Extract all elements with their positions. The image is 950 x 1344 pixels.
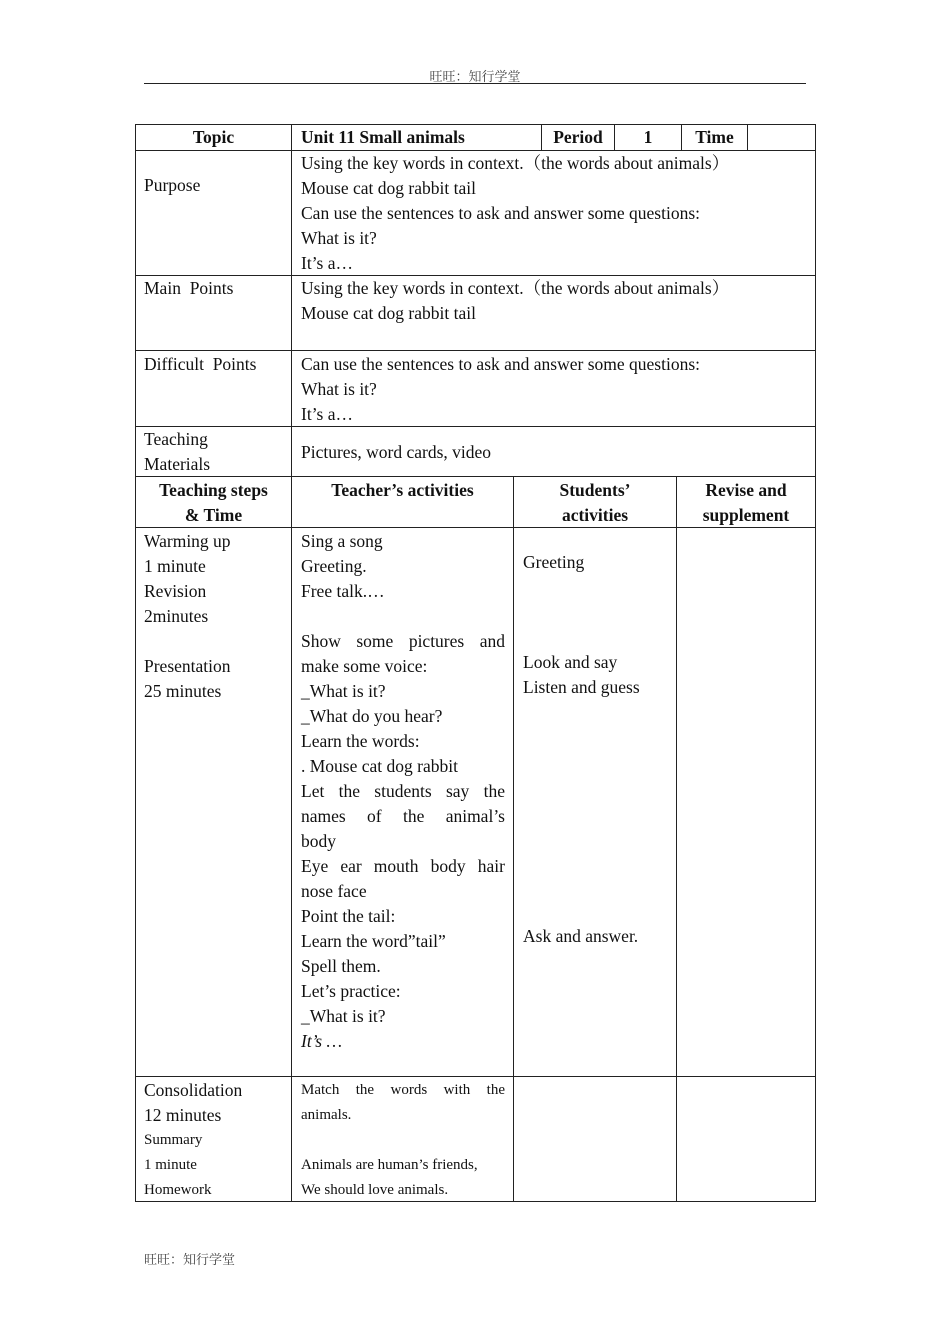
steps-header-col4: Revise and <box>705 480 787 500</box>
teacher-activity: _What is it? <box>301 1006 386 1026</box>
teacher-activity: Point the tail: <box>301 906 396 926</box>
time-label: Time <box>695 127 734 147</box>
step-time: 25 minutes <box>144 681 222 701</box>
difficult-points-label: Difficult Points <box>144 354 257 374</box>
purpose-line: It’s a… <box>301 253 354 273</box>
teacher-activity: . Mouse cat dog rabbit <box>301 756 458 776</box>
consolidation-teacher: animals. <box>301 1107 352 1123</box>
teacher-activity: Greeting. <box>301 556 367 576</box>
consolidation-teacher-line: Match the words with the <box>301 1082 505 1098</box>
period-value: 1 <box>643 127 653 147</box>
teacher-activity-line: Let the students say the <box>301 781 505 801</box>
consolidation-time: 12 minutes <box>144 1105 222 1125</box>
table-border <box>513 476 514 1202</box>
step-time: Revision <box>144 581 207 601</box>
main-points-label: Main Points <box>144 278 234 298</box>
table-border <box>135 1201 816 1202</box>
table-border <box>135 476 816 477</box>
homework-label: Homework <box>144 1182 212 1198</box>
difficult-points-line: Can use the sentences to ask and answer some questions: <box>301 354 701 374</box>
page-header: 旺旺：知行学堂 <box>429 69 521 84</box>
table-border <box>135 124 136 1202</box>
teacher-activity <box>301 629 505 654</box>
table-border <box>135 426 816 427</box>
student-activity: Look and say <box>523 652 618 672</box>
teacher-activity: Spell them. <box>301 956 381 976</box>
table-border <box>291 124 292 1202</box>
header-rule <box>144 83 806 84</box>
summary-teacher: Animals are human’s friends, <box>301 1157 478 1173</box>
topic-label: Topic <box>192 127 235 147</box>
materials-label: Teaching <box>144 429 208 449</box>
teacher-activity: body <box>301 831 336 851</box>
materials-label: Materials <box>144 454 211 474</box>
teacher-activity: Let’s practice: <box>301 981 401 1001</box>
topic-value: Unit 11 Small animals <box>301 127 465 147</box>
teacher-activity-line: names of the animal’s <box>301 806 505 826</box>
table-border <box>815 124 816 1202</box>
main-points-line: Mouse cat dog rabbit tail <box>301 303 476 323</box>
purpose-line: Mouse cat dog rabbit tail <box>301 178 476 198</box>
purpose-line: What is it? <box>301 228 377 248</box>
teacher-activity <box>301 779 505 804</box>
consolidation-label: Consolidation <box>144 1080 243 1100</box>
summary-time: 1 minute <box>144 1157 197 1173</box>
teacher-activity-line: Show some pictures and <box>301 631 505 651</box>
purpose-label: Purpose <box>144 175 201 195</box>
period-label: Period <box>553 127 603 147</box>
step-time: 1 minute <box>144 556 206 576</box>
steps-header-col1: & Time <box>184 505 243 525</box>
page-footer: 旺旺：知行学堂 <box>144 1252 236 1267</box>
table-border <box>135 1076 816 1077</box>
steps-header-col3: activities <box>561 505 629 525</box>
step-time: 2minutes <box>144 606 209 626</box>
step-time: Presentation <box>144 656 231 676</box>
teacher-activity: Learn the words: <box>301 731 420 751</box>
teacher-activity: _What do you hear? <box>301 706 443 726</box>
table-border <box>135 350 816 351</box>
purpose-line: Can use the sentences to ask and answer some questions: <box>301 203 701 223</box>
difficult-points-line: It’s a… <box>301 404 354 424</box>
steps-header-col1: Teaching steps <box>159 480 268 500</box>
teacher-activity: Learn the word”tail” <box>301 931 446 951</box>
teacher-activity: Free talk.… <box>301 581 385 601</box>
main-points-line: Using the key words in context.（the words about animals） <box>301 278 730 298</box>
purpose-line: Using the key words in context.（the words about animals） <box>301 153 730 173</box>
steps-header-col2: Teacher’s activities <box>331 480 474 500</box>
step-time: Warming up <box>144 531 231 551</box>
difficult-points-line: What is it? <box>301 379 377 399</box>
teacher-activity: It’s … <box>301 1031 343 1051</box>
table-border <box>676 476 677 1202</box>
table-border <box>747 124 748 151</box>
teacher-activity <box>301 804 505 829</box>
materials-value: Pictures, word cards, video <box>301 442 492 462</box>
teacher-activity: Sing a song <box>301 531 383 551</box>
teacher-activity: make some voice: <box>301 656 428 676</box>
teacher-activity <box>301 854 505 879</box>
student-activity: Listen and guess <box>523 677 640 697</box>
consolidation-teacher <box>301 1078 505 1103</box>
teacher-activity-line: Eye ear mouth body hair <box>301 856 505 876</box>
steps-header-col4: supplement <box>702 505 790 525</box>
summary-teacher: We should love animals. <box>301 1182 449 1198</box>
student-activity: Ask and answer. <box>523 926 639 946</box>
teacher-activity: _What is it? <box>301 681 386 701</box>
teacher-activity: nose face <box>301 881 367 901</box>
student-activity: Greeting <box>523 552 585 572</box>
steps-header-col3: Students’ <box>559 480 631 500</box>
summary-label: Summary <box>144 1132 203 1148</box>
